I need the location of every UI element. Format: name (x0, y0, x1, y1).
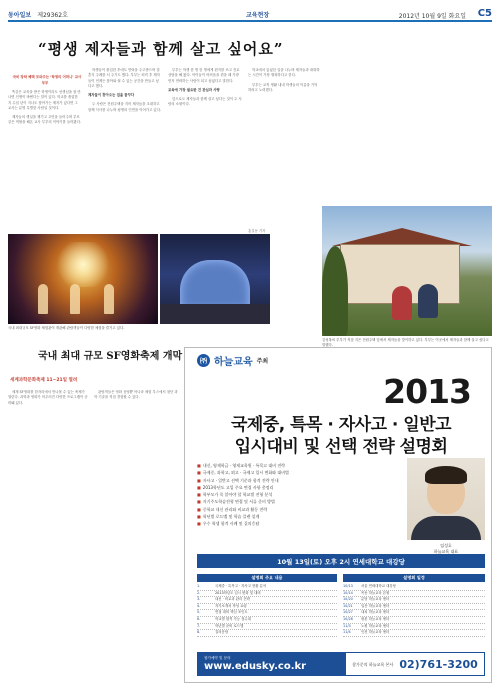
photo-credit: 홍길동 기자 (248, 229, 266, 233)
person-figure (392, 286, 412, 320)
company-mark-icon: ㈜ (197, 354, 210, 367)
person-figure (418, 284, 438, 318)
headline: “평생 제자들과 함께 살고 싶어요” (38, 40, 284, 58)
table-row: 4. 자기소개서 작성 요령 (197, 604, 337, 611)
table-row: 2. 2013학년도 입시 변화 및 대비 (197, 591, 337, 598)
sf-festival-performance-photo (8, 234, 158, 324)
festival-paragraph: 세계 SF영화를 한자리에서 만나볼 수 있는 축제가 열린다. 과학과 영화가 어우러진 다양한 프로그램이 준비돼 있다. (8, 390, 88, 405)
page-number: C5 (477, 8, 492, 19)
article-paragraph: 부부는 교직 생활 내내 학생들의 이름을 기억하려고 노력했다. (248, 82, 318, 92)
ad-title-line-2: 입시대비 및 선택 전략 설명회 (234, 437, 448, 457)
venue-ground (160, 304, 270, 324)
table-row: 10/28 평촌 하늘교육 센터 (343, 617, 485, 624)
ad-bullet: ■ 중학교 내신 관리와 비교과 활동 전략 (197, 506, 268, 512)
article-subheading: 교육에 가장 필요한 건 관심과 사랑 (168, 87, 220, 92)
article-column-1 (8, 68, 82, 228)
ad-bullet: ■ 2013학년도 고입 주요 변경 사항 총정리 (197, 484, 274, 490)
ad-bullet: ■ 자기주도학습전형 면접 및 서류 준비 방법 (197, 499, 275, 505)
ad-year: 2013 (383, 372, 471, 411)
performer-figure (38, 284, 48, 314)
article-paragraph: 두 사람은 전원주택을 지어 제자들을 초대하고 함께 식사를 나누며 평생의 인연을 이어가고 있다. (88, 102, 162, 112)
article-column-4 (248, 68, 320, 228)
ad-logo (197, 353, 268, 368)
table-row: 6. 학교별 합격 가능 점수대 (197, 617, 337, 624)
program-table-header: 설명회 주요 내용 (197, 574, 337, 582)
table-row: 11/3 노원 하늘교육 센터 (343, 624, 485, 631)
article-paragraph: 학생들이 졸업한 후에도 연락을 주고받으며 결혼식 주례를 서 주기도 했다. 부부는 퇴직 후 제자들이 언제든 찾아와 쉴 수 있는 공간을 만들고 싶다고 했다. (88, 68, 160, 88)
table-row: 11/4 인천 하늘교육 센터 (343, 630, 485, 637)
article-deck: 국비 장학 혜택 모와주는 ‘학생의 어머니’ 교사 부부 (12, 75, 82, 85)
ad-bullet-list (197, 462, 402, 528)
ad-bullet: ■ 내신, 영재학급 · 영재교육원 · 특목고 대비 전략 (197, 463, 286, 468)
performer-figure (104, 284, 114, 314)
stage-light (53, 242, 113, 287)
ad-bullet: ■ 우수 학생 합격 사례 및 질의응답 (197, 521, 260, 527)
couple-house-photo (322, 206, 492, 336)
speaker-photo (407, 458, 485, 540)
section-name: 교육현장 (246, 12, 270, 19)
company-suffix: 주최 (256, 358, 269, 365)
house-photo-caption: 김성복씨 부부가 직접 지은 전원주택 앞에서 제자들을 맞이하고 있다. 부부는 이곳에서 제자들과 함께 살고 싶다고 말했다. (322, 338, 489, 347)
speaker-suit (411, 516, 481, 540)
website-label: 참가예약 및 문의 (204, 656, 231, 660)
article-paragraph: 학교에서 있었던 일을 나누며 제자들과 대화하는 시간이 가장 행복하다고 한다. (248, 68, 320, 78)
speaker-name: 임성호 (440, 543, 452, 548)
ad-contact-strip (197, 652, 485, 676)
table-row: 10/20 분당 하늘교육 센터 (343, 597, 485, 604)
schedule-table (343, 574, 485, 637)
article-column-2 (88, 68, 162, 228)
sf-festival-venue-photo (160, 234, 270, 324)
festival-column-2 (94, 390, 178, 685)
website-link[interactable]: www.edusky.co.kr (204, 661, 307, 672)
ad-title-line-1: 국제중, 특목 · 자사고 · 일반고 (230, 415, 452, 435)
article-subheading: 제자들이 찾아오는 집을 꿈꾸다 (88, 93, 135, 98)
ad-bullet: ■ 국제중, 과학고, 외고 · 국제고 입시 변화와 대비법 (197, 470, 289, 476)
article-paragraph: 제자들의 생일을 챙기고 고민을 들어주며 부모 같은 역할을 해온 교사 부부의 이야기를 들어봤다. (8, 115, 82, 125)
table-row: 1. 국제중 · 특목고 · 자사고 현황 분석 (197, 584, 337, 591)
article-paragraph: 똑같은 교육을 받은 학생이라도 선생님을 잘 만나면 인생이 바뀐다는 말이 있다. 학교를 졸업한 지 수십 년이 지나도 찾아가는 제자가 있다면 그 교사는 분명 특별한 사람일 것이다. (8, 90, 81, 110)
paper-logo: 동아일보 (8, 11, 32, 19)
speaker-title: 하늘교육 대표 (433, 549, 459, 554)
table-row: 10/27 대치 하늘교육 센터 (343, 610, 485, 617)
company-name: 하늘교육 (214, 357, 253, 368)
phone-number: 02)761-3200 (399, 657, 478, 671)
festival-headline: 국내 최대 규모 SF영화축제 개막 (38, 351, 183, 362)
table-row: 10/13 서울 연세대학교 대강당 (343, 584, 485, 591)
program-table (197, 574, 337, 637)
article-paragraph: 부부는 학생 한 명 한 명에게 편지를 쓰고 진로 상담을 해 왔다. 아이들이 어려움을 겪을 때 가장 먼저 연락하는 사람이 되고 싶었다고 말한다. (168, 68, 240, 83)
issue-date: 2012년 10월 9일 화요일 (398, 13, 466, 20)
festival-paragraph: 관람객들은 영화 상영뿐 아니라 체험 부스에서 첨단 과학 기술을 직접 경험할 수 있다. (94, 390, 178, 400)
article-column-3 (168, 68, 242, 228)
table-row: 3. 내신 · 비교과 관리 전략 (197, 597, 337, 604)
ad-website-block (198, 653, 346, 675)
festival-photo-caption: 국내 최대규모 SF영화 체험관이 개관해 관람객들이 다양한 체험을 즐기고 있다. (8, 326, 125, 330)
speaker-hair (425, 466, 467, 484)
event-date-banner: 10월 13일(토) 오후 2시 연세대학교 대강당 (197, 554, 485, 568)
masthead (8, 8, 492, 22)
table-row: 10/21 일산 하늘교육 센터 (343, 604, 485, 611)
ad-bullet: ■ 자사고 · 일반고 선택 기준과 합격 전략 안내 (197, 477, 279, 483)
phone-label: 참가문의 하늘교육 본사 (352, 661, 394, 667)
article-paragraph: 앞으로도 제자들과 함께 살고 싶다는 것이 두 사람의 소원이다. (168, 97, 242, 107)
tree-shape (322, 246, 348, 336)
ad-phone-block (346, 658, 484, 671)
table-row: 10/14 목동 하늘교육 본원 (343, 591, 485, 598)
venue-building (180, 260, 250, 310)
festival-lede: 세계과학문화축제 11~21일 열려 (10, 378, 78, 383)
table-row: 7. 학년별 준비 로드맵 (197, 624, 337, 631)
issue-number: 제29362호 (37, 11, 68, 19)
performer-figure (70, 284, 80, 314)
festival-column-1 (8, 390, 88, 685)
table-row: 8. 질의응답 (197, 630, 337, 637)
schedule-table-header: 설명회 일정 (343, 574, 485, 582)
seminar-advertisement (184, 347, 492, 683)
table-row: 5. 면접 대비 핵심 포인트 (197, 610, 337, 617)
ad-bullet: ■ 학년별 로드맵 및 학습 플랜 설계 (197, 514, 260, 520)
ad-bullet: ■ 학부모가 꼭 알아야 할 학교별 전형 분석 (197, 492, 273, 498)
